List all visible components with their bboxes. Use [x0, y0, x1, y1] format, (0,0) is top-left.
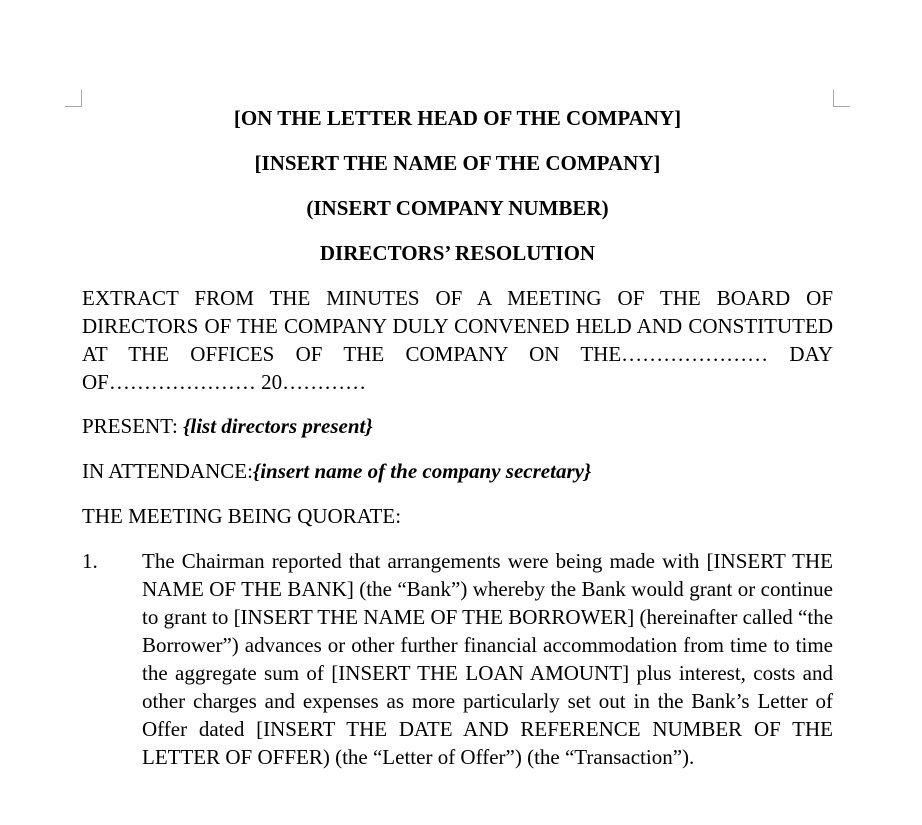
present-label: PRESENT: — [82, 414, 184, 438]
present-line — [82, 412, 833, 440]
heading-company-name: [INSERT THE NAME OF THE COMPANY] — [254, 151, 661, 175]
heading-company-number: (INSERT COMPANY NUMBER) — [306, 196, 609, 220]
page-margin-corner-top-right — [833, 90, 850, 107]
extract-paragraph: EXTRACT FROM THE MINUTES OF A MEETING OF THE BOARD OF DIRECTORS OF THE COMPANY DULY CONVENED HELD AND CONSTITUTED AT THE OFFICES OF THE COMPANY ON THE………………… DAY OF………………… 20………… — [82, 286, 833, 394]
attendance-value: {insert name of the company secretary} — [252, 459, 592, 483]
attendance-label: IN ATTENDANCE: — [82, 459, 253, 483]
list-item-text: The Chairman reported that arrangements were being made with [INSERT THE NAME OF THE BANK] (the “Bank”) whereby the Bank would grant or continue to grant to [INSERT THE NAME OF THE BORROWER] (hereinafter called “the Borrower”) advances or other further financial accommodation from time to time the aggregate sum of [INSERT THE LOAN AMOUNT] plus interest, costs and other charges and expenses as more particularly set out in the Bank’s Letter of Offer dated [INSERT THE DATE AND REFERENCE NUMBER OF THE LETTER OF OFFER) (the “Letter of Offer”) (the “Transaction”). — [142, 549, 834, 769]
quorum-line: THE MEETING BEING QUORATE: — [82, 504, 402, 528]
heading-letterhead: [ON THE LETTER HEAD OF THE COMPANY] — [233, 106, 682, 130]
heading-resolution-title: DIRECTORS’ RESOLUTION — [319, 241, 596, 265]
present-value: {list directors present} — [183, 414, 373, 438]
page-margin-corner-top-left — [65, 90, 82, 107]
list-item-number: 1. — [82, 549, 98, 573]
attendance-line — [82, 457, 833, 485]
